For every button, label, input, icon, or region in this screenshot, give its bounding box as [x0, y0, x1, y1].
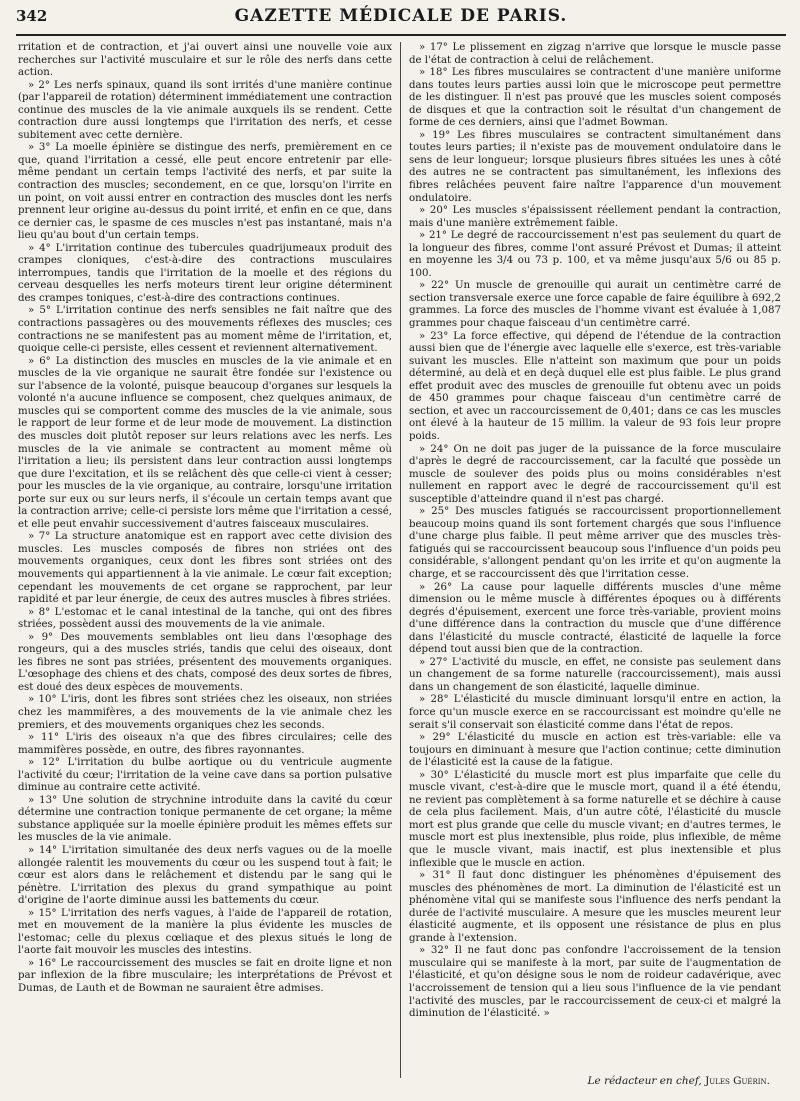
paragraph: » 7° La structure anatomique est en rapport avec cette division des muscles. Les muscles composés de fibres non striées ont des mouvements organiques, ceux dont les fibres sont striées ont des mouvements qui appartiennent à la vie animale. Le cœur fait exception; cependant les mouvements de cet organe se rapprochent, par leur rapidité et par leur énergie, de ceux des autres muscles à fibres striées. [18, 531, 392, 606]
signature-prefix: Le rédacteur en chef, [587, 1075, 702, 1087]
page-number: 342 [16, 7, 48, 25]
paragraph: » 10° L'iris, dont les fibres sont striées chez les oiseaux, non striées chez les mammifères, a des mouvements de la vie animale chez les premiers, et des mouvements organiques chez les seconds. [18, 694, 392, 731]
right-column [405, 42, 785, 1078]
paragraph: » 19° Les fibres musculaires se contractent simultanément dans toutes leurs parties; il n'existe pas de mouvement ondulatoire dans le sens de leur longueur; lorsque plusieurs fibres situées les unes à côté des autres ne se contractent pas simultanément, les inflexions des fibres relâchées peuvent faire naître l'apparence d'un mouvement ondulatoire. [409, 129, 781, 204]
paragraph: » 26° La cause pour laquelle différents muscles d'une même dimension ou le même muscle à différentes époques ou à différents degrés d'épuisement, exercent une force très-variable, provient moins d'une différence dans la contraction du muscle que d'une différence dans l'élasticité du muscle contracté, élasticité de laquelle la force dépend tout aussi bien que de la contraction. [409, 581, 781, 656]
paragraph: » 17° Le plissement en zigzag n'arrive que lorsque le muscle passe de l'état de contraction à celui de relâchement. [409, 42, 781, 66]
column-divider [400, 42, 401, 1078]
paragraph: » 9° Des mouvements semblables ont lieu dans l'œsophage des rongeurs, qui a des muscles striés, tandis que celui des oiseaux, dont les fibres ne sont pas striées, présentent des mouvements organiques. L'œsophage des chiens et des chats, composé des deux sortes de fibres, est doué des deux espèces de mouvements. [18, 631, 392, 693]
paragraph: » 22° Un muscle de grenouille qui aurait un centimètre carré de section transversale exerce une force capable de faire équilibre à 692,2 grammes. La force des muscles de l'homme vivant est évaluée à 1,087 grammes pour chaque faisceau d'un centimètre carré. [409, 280, 781, 330]
paragraph: » 23° La force effective, qui dépend de l'étendue de la contraction aussi bien que de l'énergie avec laquelle elle s'exerce, est très-variable suivant les muscles. Elle n'atteint son maximum que pour un poids déterminé, au delà et en deçà duquel elle est plus faible. Le plus grand effet produit avec des muscles de grenouille fut obtenu avec un poids de 450 grammes pour chaque faisceau d'un centimètre carré de section, et avec un raccourcissement de 0,401; dans ce cas les muscles ont élevé à la hauteur de 15 millim. la valeur de 93 fois leur propre poids. [409, 330, 781, 442]
paragraph: » 13° Une solution de strychnine introduite dans la cavité du cœur détermine une contraction tonique permanente de cet organe; la même substance appliquée sur la moelle épinière produit les mêmes effets sur les muscles de la vie animale. [18, 794, 392, 844]
paragraph: rritation et de contraction, et j'ai ouvert ainsi une nouvelle voie aux recherches sur l'activité musculaire et sur le rôle des nerfs dans cette action. [18, 42, 392, 79]
paragraph: » 11° L'iris des oiseaux n'a que des fibres circulaires; celle des mammifères possède, en outre, des fibres rayonnantes. [18, 732, 392, 756]
paragraph: » 25° Des muscles fatigués se raccourcissent proportionnellement beaucoup moins quand ils sont fortement chargés que sous l'influence d'une charge plus faible. Il peut même arriver que des muscles très-fatigués qui se raccourcissent beaucoup sous l'influence d'un poids peu considérable, s'allongent pendant qu'on les irrite et qu'on augmente la charge, et se raccourcissent dès que l'irritation cesse. [409, 506, 781, 580]
editor-signature [588, 1075, 770, 1087]
paragraph: » 21° Le degré de raccourcissement n'est pas seulement du quart de la longueur des fibres, comme l'ont assuré Prévost et Dumas; il atteint en moyenne les 3/4 ou 73 p. 100, et va même jusqu'aux 5/6 ou 85 p. 100. [409, 230, 781, 279]
page-title: GAZETTE MÉDICALE DE PARIS. [234, 6, 568, 26]
paragraph: » 3° La moelle épinière se distingue des nerfs, premièrement en ce que, quand l'irritation a cessé, elle peut encore entretenir par elle-même pendant un certain temps l'activité des nerfs, et par suite la contraction des muscles; secondement, en ce que, lorsqu'on l'irrite en un point, on voit aussi entrer en contraction des muscles dont les nerfs prennent leur origine au-dessus du point irrité, et enfin en ce que, dans ce dernier cas, le spasme de ces muscles n'est pas instantané, mais n'a lieu qu'au bout d'un certain temps. [18, 142, 392, 242]
paragraph: » 16° Le raccourcissement des muscles se fait en droite ligne et non par inflexion de la fibre musculaire; les interprétations de Prévost et Dumas, de Lauth et de Bowman ne sauraient être admises. [18, 957, 392, 995]
page-header [16, 6, 786, 36]
text-columns [16, 42, 786, 1078]
paragraph: » 2° Les nerfs spinaux, quand ils sont irrités d'une manière continue (par l'appareil de rotation) déterminent immédiatement une contraction continue des muscles de la vie animale auxquels ils se rendent. Cette contraction dure aussi longtemps que l'irritation des nerfs, et cesse subitement avec cette dernière. [18, 79, 392, 141]
paragraph: » 27° L'activité du muscle, en effet, ne consiste pas seulement dans un changement de sa forme naturelle (raccourcissement), mais aussi dans un changement de son élasticité, laquelle diminue. [409, 656, 781, 693]
paragraph: » 12° L'irritation du bulbe aortique ou du ventricule augmente l'activité du cœur; l'irritation de la veine cave dans sa portion pulsative diminue au contraire cette activité. [18, 757, 392, 794]
left-column [16, 42, 396, 1078]
paragraph: » 32° Il ne faut donc pas confondre l'accroissement de la tension musculaire qui se manifeste à la mort, par suite de l'augmentation de l'élasticité, et qu'on désigne sous le nom de roideur cadavérique, avec l'accroissement de tension qui a lieu sous l'influence de la vie pendant l'activité des muscles, par le raccourcissement de ceux-ci et malgré la diminution de l'élasticité. » [409, 945, 781, 1020]
paragraph: » 18° Les fibres musculaires se contractent d'une manière uniforme dans toutes leurs parties aussi loin que le microscope peut permettre de les distinguer. Il n'est pas prouvé que les muscles soient composés de disques et que la contraction soit le résultat d'un changement de forme de ces derniers, ainsi que l'admet Bowman. [409, 67, 781, 129]
paragraph: » 5° L'irritation continue des nerfs sensibles ne fait naître que des contractions passagères ou des mouvements réflexes des muscles; ces contractions ne se manifestent pas au moment même de l'irritation, et, quoique celle-ci persiste, elles cessent et reviennent alternativement. [18, 305, 392, 355]
paragraph: » 14° L'irritation simultanée des deux nerfs vagues ou de la moelle allongée ralentit les mouvements du cœur ou les suspend tout à fait; le cœur est alors dans le relâchement et distendu par le sang qui le pénètre. L'irritation des plexus du grand sympathique au point d'origine de l'aorte diminue aussi les battements du cœur. [18, 845, 392, 907]
paragraph: » 6° La distinction des muscles en muscles de la vie animale et en muscles de la vie organique ne saurait être fondée sur l'existence ou sur l'absence de la volonté, puisque beaucoup d'organes sur lesquels la volonté n'a aucune influence se composent, chez quelques animaux, de muscles qui se comportent comme des muscles de la vie animale, sous le rapport de leur forme et de leur mode de mouvement. La distinction des muscles doit plutôt reposer sur leurs relations avec les nerfs. Les muscles de la vie animale se contractent au moment même où l'irritation a lieu; ils persistent dans leur contraction aussi longtemps que dure l'excitation, et ils se relâchent dès que celle-ci vient à cesser; pour les muscles de la vie organique, au contraire, lorsqu'une irritation porte sur eux ou sur leurs nerfs, il s'écoule un certain temps avant que la contraction arrive; celle-ci persiste lors même que l'irritation a cessé, et elle peut envahir successivement d'autres faisceaux musculaires. [18, 355, 392, 530]
paragraph: » 4° L'irritation continue des tubercules quadrijumeaux produit des crampes cloniques, c'est-à-dire des contractions musculaires interrompues, tandis que l'irritation de la moelle et des régions du cerveau desquelles les nerfs moteurs tirent leur origine déterminent des crampes toniques, c'est-à-dire des contractions continues. [18, 242, 392, 304]
paragraph: » 30° L'élasticité du muscle mort est plus imparfaite que celle du muscle vivant, c'est-à-dire que le muscle mort, quand il a été étendu, ne revient pas complètement à sa forme naturelle et se déchire à cause de cela plus facilement. Mais, d'un autre côté, l'élasticité du muscle mort est plus grande que celle du muscle vivant; en d'autres termes, le muscle mort est plus inextensible, plus roide, plus inflexible, de même que le muscle vivant, mais inactif, est plus inextensible et plus inflexible que le muscle en action. [409, 769, 781, 869]
signature-name: Jules Guérin. [705, 1075, 770, 1087]
paragraph: » 8° L'estomac et le canal intestinal de la tanche, qui ont des fibres striées, possèdent aussi des mouvements de la vie animale. [18, 606, 392, 631]
paragraph: » 29° L'élasticité du muscle en action est très-variable: elle va toujours en diminuant à mesure que l'action continue; cette diminution de l'élasticité est la cause de la fatigue. [409, 732, 781, 769]
paragraph: » 15° L'irritation des nerfs vagues, à l'aide de l'appareil de rotation, met en mouvement de la manière la plus évidente les muscles de l'estomac; celle du plexus cœliaque et des plexus situés le long de l'aorte fait mouvoir les muscles des intestins. [18, 907, 392, 957]
paragraph: » 24° On ne doit pas juger de la puissance de la force musculaire d'après le degré de raccourcissement, car la faculté que possède un muscle de soulever des poids plus ou moins considérables n'est nullement en rapport avec le degré de raccourcissement qu'il est susceptible d'atteindre quand il n'est pas chargé. [409, 443, 781, 505]
paragraph: » 31° Il faut donc distinguer les phénomènes d'épuisement des muscles des phénomènes de mort. La diminution de l'élasticité est un phénomène vital qui se manifeste sous l'influence des nerfs pendant la durée de l'activité musculaire. A mesure que les muscles meurent leur élasticité augmente, et ils opposent une résistance de plus en plus grande à l'extension. [409, 870, 781, 944]
paragraph: » 28° L'élasticité du muscle diminuant lorsqu'il entre en action, la force qu'un muscle exerce en se raccourcissant est moindre qu'elle ne serait s'il conservait son élasticité comme dans l'état de repos. [409, 694, 781, 731]
paragraph: » 20° Les muscles s'épaississent réellement pendant la contraction, mais d'une manière extrêmement faible. [409, 205, 781, 229]
